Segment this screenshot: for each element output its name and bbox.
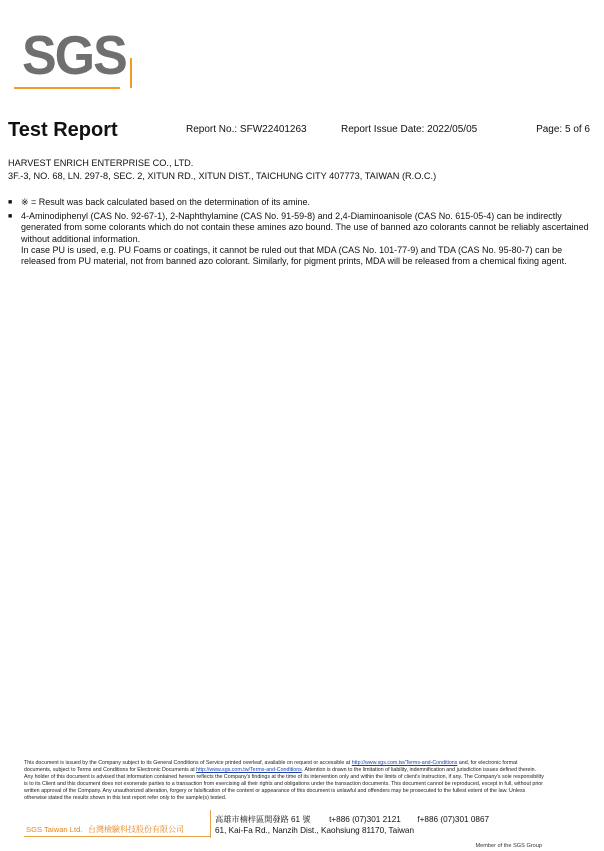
logo-vertical-line bbox=[130, 58, 132, 88]
bullet-icon: ■ bbox=[8, 213, 13, 221]
phone-number: t+886 (07)301 2121 bbox=[329, 815, 401, 824]
sgs-logo bbox=[14, 25, 136, 94]
notes-section bbox=[8, 197, 592, 270]
footer-divider-horizontal bbox=[24, 836, 210, 837]
client-name: HARVEST ENRICH ENTERPRISE CO., LTD. bbox=[8, 158, 194, 168]
footer-contact bbox=[215, 814, 489, 836]
legal-text: This document is issued by the Company subject to its General Conditions of Service printed overleaf, available on request or accessible at bbox=[24, 760, 352, 766]
note-item bbox=[8, 211, 592, 267]
company-name-cn: 台灣檢驗科技股份有限公司 bbox=[88, 825, 184, 834]
report-header bbox=[8, 117, 590, 143]
logo-wordmark: SGS bbox=[22, 25, 126, 87]
page-indicator: Page: 5 of 6 bbox=[536, 124, 590, 135]
company-name-en: SGS Taiwan Ltd. bbox=[26, 825, 83, 834]
legal-text: . Attention is drawn to the limitation of liability, indemnification and jurisdiction issues defined therein. Any holder of this document is advised that information contained hereon reflects the Company's findings at the time of its intervention only and within the limits of client's instruction, if any. The Company's sole responsibility is to its Client and this document does not exonerate parties to a transaction from exercising all their rights and obligations under the transaction documents. This document cannot be reproduced, except in full, without prior written approval of the Company. Any unauthorized alteration, forgery or falsification of the content or appearance of this document is unlawful and offenders may be prosecuted to the fullest extent of the law. Unless otherwise stated the results shown in this test report refer only to the sample(s) tested. bbox=[24, 767, 544, 802]
terms-link[interactable]: http://www.sgs.com.tw/Terms-and-Conditions bbox=[351, 760, 458, 766]
logo-underline bbox=[14, 87, 120, 89]
client-address: 3F.-3, NO. 68, LN. 297-8, SEC. 2, XITUN RD., XITUN DIST., TAICHUNG CITY 407773, TAIWAN (R.O.C.) bbox=[8, 171, 437, 181]
legal-disclaimer bbox=[24, 760, 544, 803]
client-block bbox=[8, 157, 436, 183]
bullet-icon: ■ bbox=[8, 199, 13, 206]
note-text: 4-Aminodiphenyl (CAS No. 92-67-1), 2-Naphthylamine (CAS No. 91-59-8) and 2,4-Diaminoanisole (CAS No. 615-05-4) can be indirectly generated from some colorants which do not contain these amines azo bound. The use of banned azo colorants cannot be reliably ascertained without additional information. bbox=[21, 211, 589, 244]
page-footer bbox=[24, 814, 584, 840]
legal-text: and, for electronic format documents, subject to Terms and Conditions for Electronic Documents at bbox=[24, 760, 518, 774]
note-text: ※ = Result was back calculated based on the determination of its amine. bbox=[21, 197, 310, 207]
report-issue-date: Report Issue Date: 2022/05/05 bbox=[341, 124, 478, 135]
note-text: In case PU is used, e.g. PU Foams or coatings, it cannot be ruled out that MDA (CAS No. 101-77-9) and TDA (CAS No. 95-80-7) can be released from PU material, not from banned azo colorant. Similarly, for pigment prints, MDA will be released from a chemical fixing agent. bbox=[21, 244, 567, 267]
electronic-terms-link[interactable]: http://www.sgs.com.tw/Terms-and-Conditions bbox=[196, 767, 302, 774]
note-item bbox=[8, 197, 592, 208]
footer-divider-vertical bbox=[210, 810, 211, 838]
report-number: Report No.: SFW22401263 bbox=[186, 124, 307, 135]
address-cn: 高雄市楠梓區開發路 61 號 bbox=[215, 815, 311, 824]
member-of-sgs-group: Member of the SGS Group bbox=[475, 843, 542, 849]
address-en: 61, Kai-Fa Rd., Nanzih Dist., Kaohsiung 81170, Taiwan bbox=[215, 826, 415, 835]
page-title: Test Report bbox=[8, 119, 118, 141]
fax-number: f+886 (07)301 0867 bbox=[417, 815, 490, 824]
